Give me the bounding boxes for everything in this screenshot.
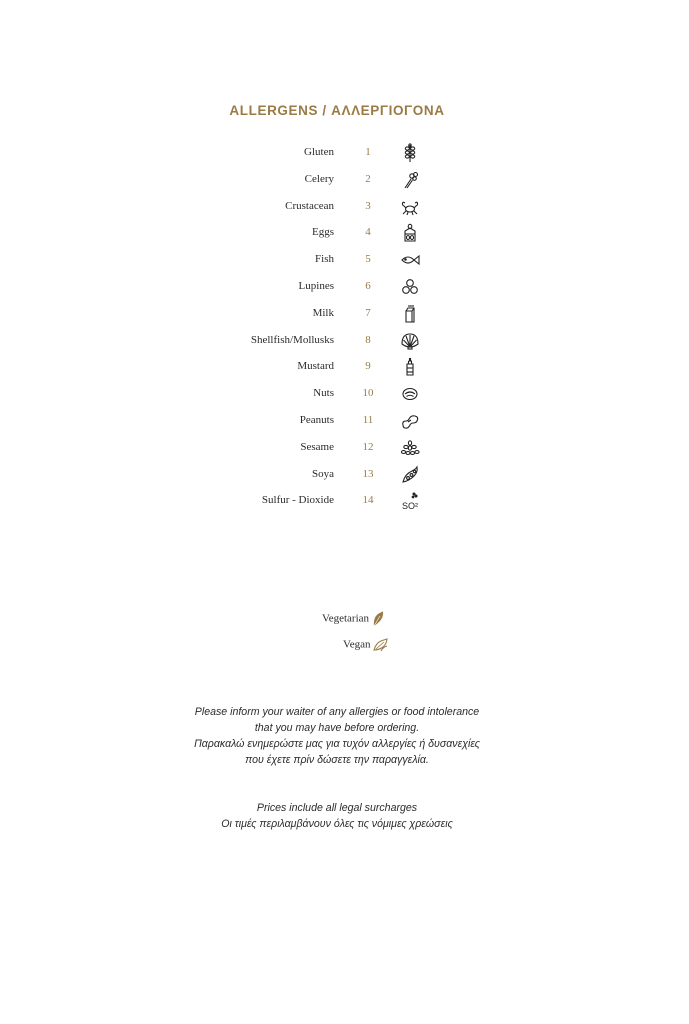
allergen-number: 7 [365,306,371,319]
allergen-name: Eggs [312,226,334,239]
allergen-number: 3 [365,199,371,212]
allergen-name: Fish [315,253,334,266]
shell-icon [399,331,421,351]
peanut-icon [399,411,421,431]
allergen-number: 1 [365,146,371,158]
allergen-number: 9 [365,360,371,373]
allergen-row-crustacean [0,196,689,223]
page-title: ALLERGENS / ΑΛΛΕΡΓΙΟΓΟΝΑ [229,103,445,118]
allergen-number: 5 [365,253,371,266]
allergy-notice-en-line-2: that you may have before ordering. [254,722,420,734]
allergen-row-peanuts [0,410,689,437]
allergy-notice-en-line-1: Please inform your waiter of any allergies or food intolerance [194,706,480,718]
allergen-row-sulfur-dioxide [0,490,689,517]
vegan-leaf-icon [373,638,389,652]
allergen-name: Milk [312,306,334,319]
allergen-number: 11 [362,413,374,426]
celery-icon [399,170,421,190]
prices-notice-en: Prices include all legal surcharges [256,802,418,814]
allergen-name: Sesame [300,440,334,453]
allergen-row-nuts [0,383,689,410]
so2-label: SO² [402,501,419,512]
allergen-row-shellfish [0,330,689,357]
allergen-row-soya [0,464,689,491]
allergen-row-eggs [0,222,689,249]
leaf-icon [372,611,384,627]
wheat-icon [399,143,421,163]
allergy-notice-gr-line-1: Παρακαλώ ενημερώστε μας για τυχόν αλλεργίες ή δυσανεχίες [194,738,480,750]
lupine-icon [399,277,421,297]
vegetarian-label: Vegetarian [322,612,370,625]
allergen-number: 10 [362,387,374,400]
allergen-name: Crustacean [285,199,334,212]
allergen-name: Lupines [298,279,334,292]
allergen-name: Gluten [304,146,334,158]
allergen-name: Sulfur - Dioxide [261,494,334,507]
allergen-name: Nuts [313,387,334,400]
so2-icon [399,491,421,511]
allergen-name: Soya [312,467,334,480]
allergen-row-fish [0,249,689,276]
mustard-bottle-icon [399,357,421,377]
allergen-row-celery [0,169,689,196]
soy-pod-icon [399,465,421,485]
allergy-notice-gr-line-2: που έχετε πρίν δώσετε την παραγγελία. [245,754,429,766]
allergen-name: Celery [304,172,334,185]
allergen-name: Shellfish/Mollusks [250,333,334,346]
allergen-name: Mustard [297,360,334,373]
allergen-number: 14 [362,494,374,507]
allergen-number: 12 [362,440,374,453]
allergen-number: 13 [362,467,374,480]
allergen-row-milk [0,303,689,330]
allergen-row-gluten [0,142,689,169]
prices-notice [0,800,674,832]
sesame-icon [399,438,421,458]
milk-carton-icon [399,304,421,324]
crab-icon [399,197,421,217]
allergen-number: 6 [365,279,371,292]
allergen-number: 4 [365,226,371,239]
allergen-row-mustard [0,356,689,383]
allergy-notice [0,704,674,768]
allergen-list [0,142,689,517]
prices-notice-gr: Οι τιμές περιλαμβάνουν όλες τις νόμιμες χρεώσεις [221,818,453,830]
vegetarian-legend [322,611,384,627]
vegan-label: Vegan [343,638,371,651]
allergen-name: Peanuts [299,413,334,426]
allergen-number: 2 [365,172,371,185]
vegan-legend [343,638,389,652]
fish-icon [399,250,421,270]
eggs-icon [399,223,421,243]
allergen-number: 8 [365,333,371,346]
allergen-row-sesame [0,437,689,464]
nut-icon [399,384,421,404]
allergen-row-lupines [0,276,689,303]
